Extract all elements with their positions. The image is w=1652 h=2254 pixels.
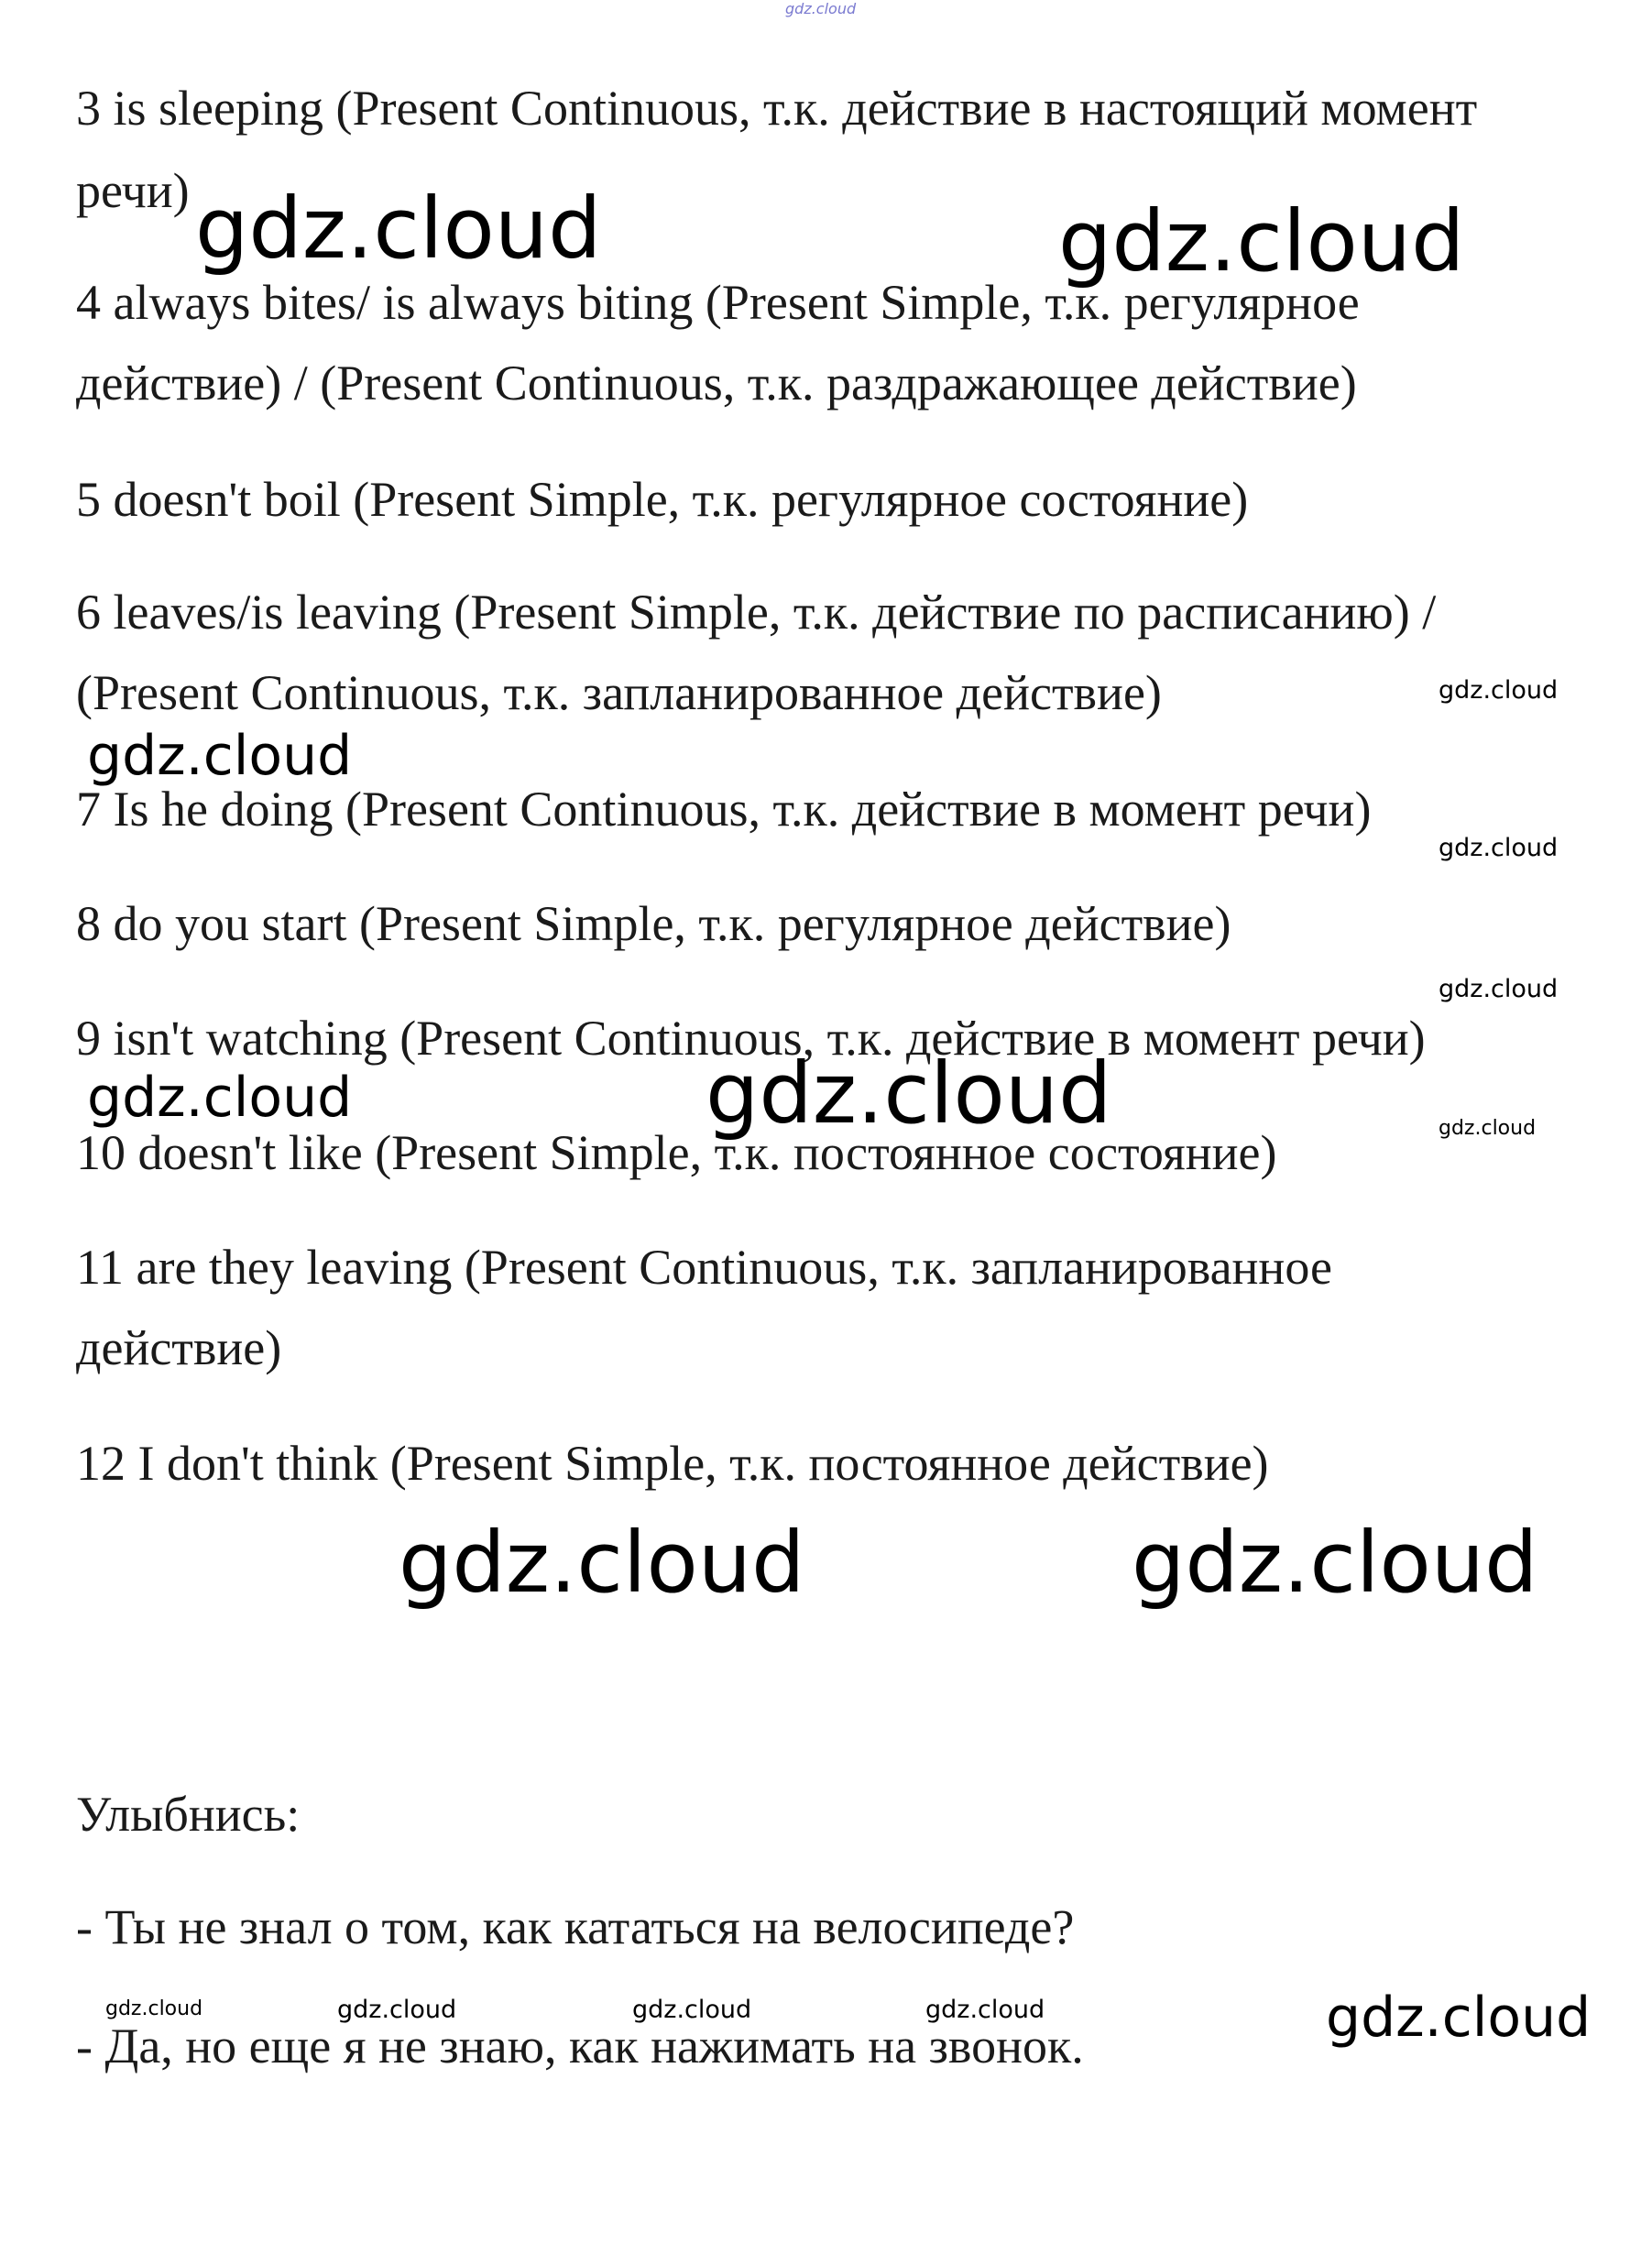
watermark: gdz.cloud <box>195 180 602 278</box>
watermark: gdz.cloud <box>337 1996 457 2024</box>
answer-9: 9 isn't watching (Present Continuous, т.к. действие в момент речи) <box>76 1011 1426 1066</box>
watermark: gdz.cloud <box>1439 975 1559 1003</box>
watermark: gdz.cloud <box>632 1996 752 2024</box>
joke-answer: - Да, но еще я не знаю, как нажимать на звонок. <box>76 2019 1084 2073</box>
watermark: gdz.cloud <box>1132 1514 1538 1612</box>
answer-3-line-2: речи) <box>76 163 190 218</box>
answer-10: 10 doesn't like (Present Simple, т.к. постоянное состояние) <box>76 1125 1277 1180</box>
answer-4-line-1: 4 always bites/ is always biting (Present Simple, т.к. регулярное <box>76 275 1360 330</box>
joke-heading: Улыбнись: <box>76 1787 301 1842</box>
answer-11-line-2: действие) <box>76 1320 282 1375</box>
watermark-top: gdz.cloud <box>785 0 857 17</box>
watermark: gdz.cloud <box>87 724 353 788</box>
answer-11-line-1: 11 are they leaving (Present Continuous, т.к. запланированное <box>76 1240 1332 1295</box>
answer-6-line-2: (Present Continuous, т.к. запланированное действие) <box>76 665 1162 720</box>
answer-12: 12 I don't think (Present Simple, т.к. постоянное действие) <box>76 1436 1269 1491</box>
watermark: gdz.cloud <box>1439 676 1559 705</box>
answer-6-line-1: 6 leaves/is leaving (Present Simple, т.к. действие по расписанию) / <box>76 585 1437 640</box>
joke-question: - Ты не знал о том, как кататься на велосипеде? <box>76 1899 1075 1954</box>
watermark: gdz.cloud <box>87 1066 353 1130</box>
watermark: gdz.cloud <box>1439 834 1559 862</box>
watermark: gdz.cloud <box>706 1045 1112 1143</box>
answer-8: 8 do you start (Present Simple, т.к. регулярное действие) <box>76 896 1231 951</box>
watermark: gdz.cloud <box>105 1997 203 2020</box>
watermark: gdz.cloud <box>1439 1117 1537 1140</box>
watermark: gdz.cloud <box>1326 1986 1592 2050</box>
watermark: gdz.cloud <box>925 1996 1045 2024</box>
watermark: gdz.cloud <box>399 1514 805 1612</box>
answer-7: 7 Is he doing (Present Continuous, т.к. действие в момент речи) <box>76 782 1372 837</box>
answer-5: 5 doesn't boil (Present Simple, т.к. регулярное состояние) <box>76 472 1249 527</box>
watermark: gdz.cloud <box>1058 192 1465 290</box>
answer-3-line-1: 3 is sleeping (Present Continuous, т.к. действие в настоящий момент <box>76 81 1478 136</box>
answer-4-line-2: действие) / (Present Continuous, т.к. раздражающее действие) <box>76 356 1357 410</box>
